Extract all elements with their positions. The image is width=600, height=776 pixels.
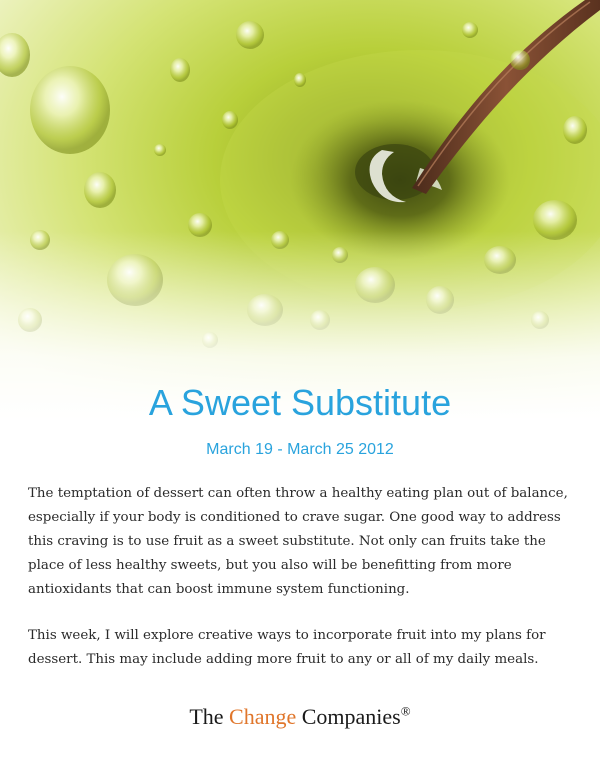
- registered-mark: ®: [400, 703, 411, 719]
- body-paragraph-goal: This week, I will explore creative ways to incorporate fruit into my plans for dessert. This may include adding more fruit to any or all of my daily meals.: [28, 628, 546, 667]
- logo-word-companies: Companies: [301, 704, 401, 729]
- company-logo: [0, 702, 600, 732]
- body-paragraph-intro: The temptation of dessert can often throw a healthy eating plan out of balance, especially if your body is conditioned to crave sugar. One good way to address this craving is to use fruit as a sweet substitute. Not only can fruits take the place of less healthy sweets, but you also will be benefitting from more antioxidants that can boost immune system functioning.: [28, 486, 568, 597]
- logo-word-change: Change: [229, 704, 297, 729]
- page-title: A Sweet Substitute: [148, 382, 452, 423]
- logo-word-the: The: [189, 704, 224, 729]
- date-range: March 19 - March 25 2012: [206, 441, 394, 458]
